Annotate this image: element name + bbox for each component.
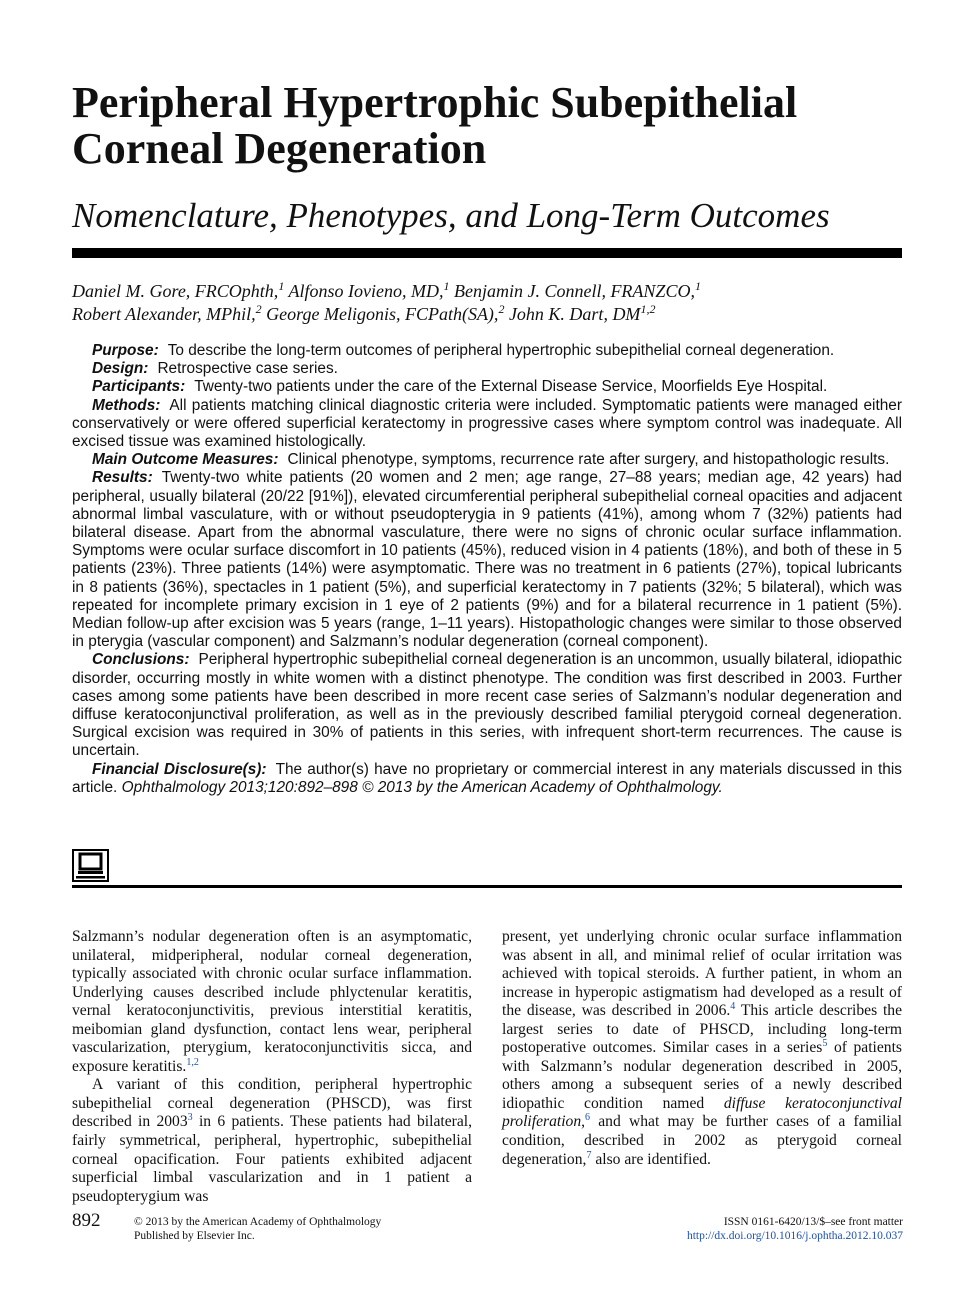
body-column-right [502, 928, 902, 1169]
affiliation-mark: 1 [278, 279, 285, 293]
body-paragraph [502, 928, 902, 1169]
affiliation-mark: 1,2 [640, 302, 656, 316]
publisher-line: Published by Elsevier Inc. [134, 1230, 255, 1242]
paragraph-text: also are identified. [591, 1150, 711, 1168]
section-rule [72, 885, 902, 888]
paragraph-text: and what may be further cases of a familial condition, described in 2002 as pterygoid corneal degeneration, [502, 1113, 902, 1168]
reference-link[interactable]: 5 [822, 1038, 828, 1050]
reference-link[interactable]: 1,2 [186, 1056, 199, 1068]
reference-link[interactable]: 7 [586, 1149, 592, 1161]
citation: Ophthalmology 2013;120:892–898 © 2013 by the American Academy of Ophthalmology. [121, 778, 723, 796]
reference-link[interactable]: 4 [730, 1001, 736, 1012]
affiliation-mark: 1 [694, 279, 701, 293]
conclusions-label: Conclusions: [92, 651, 190, 669]
purpose-text: To describe the long-term outcomes of peripheral hypertrophic subepithelial corneal degeneration. [167, 342, 835, 359]
page-number: 892 [72, 1210, 101, 1231]
author: Alfonso Iovieno, MD, [288, 281, 444, 301]
methods-text: All patients matching clinical diagnostic criteria were included. Symptomatic patients were managed either conservatively or were offered superficial keratectomy in progressive cases where symptom control was inadequate. All excised tissue was examined histologically. [72, 396, 902, 451]
author: George Meligonis, FCPath(SA), [266, 304, 499, 324]
methods-label: Methods: [92, 396, 161, 414]
paragraph-text: present, yet underlying chronic ocular surface inflammation was absent in all, and minimal relief of ocular irritation was achieved with topical steroids. A further patient, in whom an increase in hyperopic astigmatism had developed as a result of the disease, was described in 2006. [502, 928, 902, 1020]
author: Robert Alexander, MPhil, [72, 304, 256, 324]
article-subtitle: Nomenclature, Phenotypes, and Long-Term Outcomes [72, 196, 830, 235]
body-column-left [72, 928, 472, 1206]
design-label: Design: [92, 360, 149, 378]
participants-label: Participants: [92, 378, 186, 396]
participants-text: Twenty-two patients under the care of the External Disease Service, Moorfields Eye Hospital. [194, 378, 828, 396]
reference-link[interactable]: 6 [585, 1112, 591, 1124]
reference-link[interactable]: 3 [187, 1112, 193, 1124]
purpose-label: Purpose: [92, 342, 159, 359]
author: John K. Dart, DM [508, 304, 641, 324]
abstract-methods [72, 397, 902, 452]
affiliation-mark: 1 [443, 279, 450, 293]
paragraph-text: This article describes the largest series to date of PHSCD, including long-term postoperative outcomes. Similar cases in a series [502, 1002, 903, 1057]
results-text: Twenty-two white patients (20 women and 2 men; age range, 27–88 years; median age, 42 years) had peripheral, usually bilateral (20/22 [91%]), elevated circumferential peripheral subepithelial corneal opacities and adjacent abnormal limbal vasculature, with or without pseudopterygia in 9 patients (41%), among whom 7 (32%) patients had bilateral disease. Apart from the abnormal vasculature, there were no signs of chronic ocular surface inflammation. Symptoms were ocular surface discomfort in 10 patients (45%), reduced vision in 4 patients (18%), and both of these in 5 patients (23%). Three patients (14%) were asymptomatic. There was no treatment in 6 patients (27%), topical lubricants in 8 patients (36%), spectacles in 1 patient (5%), and superficial keratectomy in 7 patients (32%; 5 bilateral), which was repeated for incomplete primary excision in 1 eye of 2 patients (9%) and for a bilateral recurrence in 1 patient (5%). Median follow-up after excision was 5 years (range, 1–11 years). Histopathologic changes were similar to those observed in pterygia (vascular component) and Salzmann’s nodular degeneration (corneal component). [72, 469, 902, 651]
computer-screen-icon[interactable] [72, 849, 109, 882]
doi-link[interactable]: http://dx.doi.org/10.1016/j.ophtha.2012.10.037 [686, 1230, 903, 1242]
paragraph-text: A variant of this condition, peripheral hypertrophic subepithelial corneal degeneration (PHSCD), was first described in 2003 [72, 1076, 472, 1131]
abstract-results [72, 469, 902, 651]
body-paragraph [72, 928, 472, 1076]
affiliation-mark: 2 [255, 302, 262, 316]
abstract-participants [72, 378, 902, 396]
disclosure-text: The author(s) have no proprietary or commercial interest in any materials discussed in this article. [72, 760, 902, 796]
outcome-text: Clinical phenotype, symptoms, recurrence rate after surgery, and histopathologic results. [287, 451, 890, 469]
abstract-outcome-measures [72, 451, 902, 469]
paragraph-text: in 6 patients. These patients had bilateral, fairly symmetrical, peripheral, hypertrophic, subepithelial corneal opacification. Four patients exhibited adjacent superficial limbal vascularization and in 1 patient a pseudopterygium was [72, 1113, 472, 1205]
outcome-label: Main Outcome Measures: [92, 451, 279, 469]
author: Benjamin J. Connell, FRANZCO, [453, 281, 695, 301]
abstract-design [72, 360, 902, 378]
issn-line: ISSN 0161-6420/13/$–see front matter [723, 1216, 903, 1228]
paragraph-text: , [581, 1113, 586, 1131]
abstract-purpose [72, 342, 902, 360]
footer-copyright [134, 1215, 381, 1243]
design-text: Retrospective case series. [157, 360, 338, 378]
paragraph-text: of patients with Salzmann’s nodular degeneration described in 2005, others among a subsequent series of a newly described idiopathic condition named [502, 1039, 902, 1112]
emphasized-term: diffuse keratoconjunctival proliferation [502, 1094, 902, 1131]
body-paragraph [72, 1076, 472, 1206]
results-label: Results: [92, 469, 153, 487]
abstract [72, 342, 902, 797]
abstract-disclosure [72, 761, 902, 797]
disclosure-label: Financial Disclosure(s): [92, 760, 267, 778]
article-title: Peripheral Hypertrophic Subepithelial Corneal Degeneration [72, 78, 798, 173]
copyright-line: © 2013 by the American Academy of Ophthalmology [134, 1216, 382, 1228]
affiliation-mark: 2 [498, 302, 505, 316]
footer-identifiers [687, 1215, 903, 1243]
author: Daniel M. Gore, FRCOphth, [72, 281, 279, 301]
paragraph-text: Salzmann’s nodular degeneration often is an asymptomatic, unilateral, midperipheral, nodular corneal degeneration, typically associated with chronic ocular surface inflammation. Underlying causes described include phlyctenular keratitis, vernal keratoconjunctivitis, previous interstitial keratitis, meibomian gland dysfunction, contact lens wear, peripheral vascularization, pterygium, keratoconjunctivitis sicca, and exposure keratitis. [72, 928, 472, 1075]
author-list [72, 280, 902, 326]
conclusions-text: Peripheral hypertrophic subepithelial corneal degeneration is an uncommon, usually bilateral, idiopathic disorder, occurring mostly in white women with a distinct phenotype. The condition was first described in 2003. Further cases among some patients have been described in more recent case series of Salzmann’s nodular degeneration and diffuse keratoconjunctival proliferation, as well as in the previously described familial pterygoid corneal degeneration. Surgical excision was required in 30% of patients in this series, with infrequent short-term recurrences. The cause is uncertain. [72, 651, 902, 760]
title-rule [72, 248, 902, 258]
abstract-conclusions [72, 651, 902, 760]
